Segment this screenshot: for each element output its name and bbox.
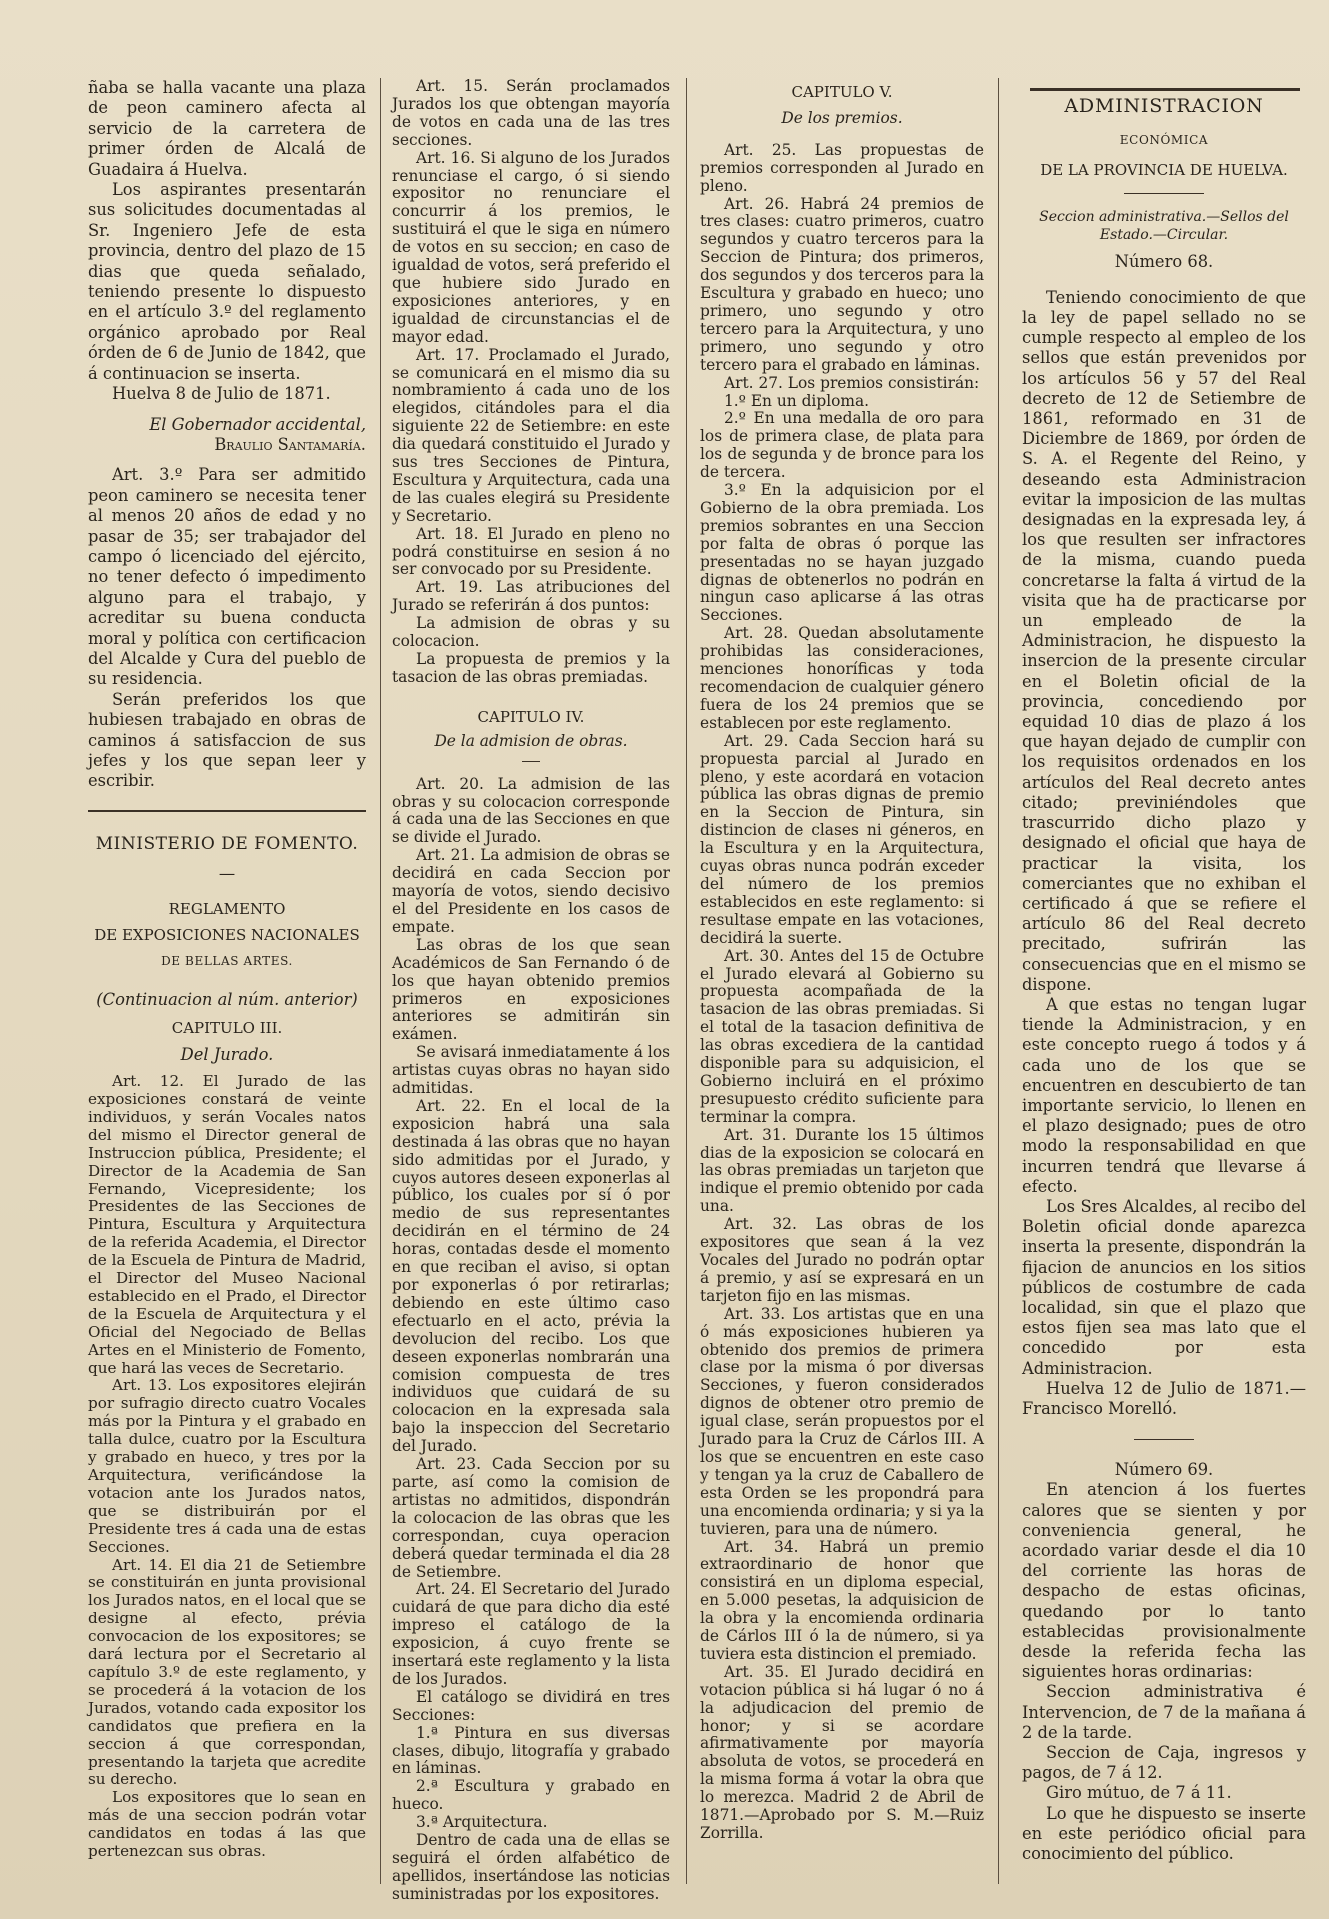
administration-title: ADMINISTRACION	[1064, 95, 1264, 117]
column-divider	[998, 78, 999, 1884]
article-paragraph: Art. 35. El Jurado decidirá en votacion pública si há lugar ó no á la adjudicacion del premio de honor; y si se acordare afirmativamente por mayoría absoluta de votos, se procederá en la misma forma á votar la obra que lo merezca. Madrid 2 de Abril de 1871.—Aprobado por S. M.—Ruiz Zorrilla.	[700, 1662, 984, 1842]
article-paragraph: Art. 27. Los premios consistirán:	[724, 373, 980, 392]
article-paragraph: El catálogo se dividirá en tres Secciones:	[392, 1687, 670, 1724]
list-item: 2.ª Escultura y grabado en hueco.	[392, 1777, 670, 1814]
circular-paragraph: En atencion á los fuertes calores que se sienten y por conveniencia general, he acordado variar desde el dia 10 del corriente las horas de despacho de estas oficinas, quedando por lo tanto establecidas provisionalmente desde la referida fecha las siguientes horas ordinarias:	[1022, 1480, 1306, 1682]
circular-date: Huelva 12 de Julio de 1871.—Francisco Morelló.	[1022, 1378, 1306, 1418]
article-paragraph: La propuesta de premios y la tasacion de las obras premiadas.	[392, 650, 670, 686]
notice-paragraph: ñaba se halla vacante una plaza de peon caminero afecta al servicio de la carretera de primer órden de Alcalá de Guadaira á Huelva.	[88, 78, 366, 179]
circular-paragraph: Seccion de Caja, ingresos y pagos, de 7 á 12.	[1022, 1743, 1306, 1783]
article-paragraph: Art. 26. Habrá 24 premios de tres clases: cuatro primeros, cuatro segundos y cuatro terceros para la Seccion de Pintura; dos primeros, dos segundos y dos terceros para la Escultura y grabado en hueco; uno primero, uno segundo y otro tercero para la Arquitectura, y uno primero, uno segundo y otro tercero para el grabado en láminas.	[700, 194, 984, 374]
dash: —	[218, 864, 236, 884]
circular-paragraph: Giro mútuo, de 7 á 11.	[1046, 1783, 1232, 1803]
article-paragraph: Art. 34. Habrá un premio extraordinario de honor que consistirá en un diploma especial, en 5.000 pesetas, la adquisicion de la obra y la encomienda ordinaria de Cárlos III ó la de número, si ya tuviera esta distincion el premiado.	[700, 1537, 984, 1663]
section-rule	[1124, 193, 1204, 194]
article-paragraph: Art. 18. El Jurado en pleno no podrá constituirse en sesion á no ser convocado por su Presidente.	[392, 524, 670, 579]
circular-paragraph: Lo que he dispuesto se inserte en este periódico oficial para conocimiento del público.	[1022, 1803, 1306, 1864]
article-paragraph: Art. 14. El dia 21 de Setiembre se constituirán en junta provisional los Jurados natos, en el local que se designe al efecto, prévia convocacion de los expositores; se dará lectura por el Secretario al capítulo 3.º de este reglamento, y se procederá á la votacion de los Jurados, votando cada expositor los candidatos que prefiera en la seccion á que correspondan, presentando la tarjeta que acredite su derecho.	[88, 1555, 366, 1789]
signature-title: El Gobernador accidental,	[149, 414, 366, 434]
continuation-note: (Continuacion al núm. anterior)	[96, 989, 358, 1009]
article-paragraph: Art. 20. La admision de las obras y su colocacion corresponde á cada una de las Secciones en que se divide el Jurado.	[392, 774, 670, 847]
chapter-subtitle: De la admision de obras.	[434, 731, 628, 750]
column-4	[1022, 78, 1306, 1889]
column-1	[88, 78, 366, 1889]
article-paragraph: Art. 30. Antes del 15 de Octubre el Jurado elevará al Gobierno su propuesta acompañada de la tasacion de las obras premiadas. Si el total de la tasacion definitiva de las obras excediera de la cantidad disponible para su adquisicion, el Gobierno incluirá en el próximo presupuesto crédito suficiente para terminar la compra.	[700, 946, 984, 1126]
reglamento-subtitle-2: DE BELLAS ARTES.	[161, 954, 293, 969]
chapter-subtitle: Del Jurado.	[180, 1044, 274, 1064]
article-paragraph: Las obras de los que sean Académicos de San Fernando ó de los que hayan obtenido premios primeros en exposiciones anteriores se admitirán sin exámen.	[392, 935, 670, 1044]
article-paragraph: Art. 25. Las propuestas de premios corresponden al Jurado en pleno.	[700, 140, 984, 195]
circular-paragraph: A que estas no tengan lugar tiende la Administracion, y en este concepto ruego á todos y á cada uno de los que se encuentren en descubierto de tan importante servicio, lo llenen en el plazo designado; pues de otro modo la responsabilidad en que incurren tendrá que llevarse á efecto.	[1022, 994, 1306, 1196]
signature-name: Braulio Santamaría.	[214, 434, 366, 454]
section-rule	[88, 810, 366, 812]
article-paragraph: Art. 16. Si alguno de los Jurados renunciase el cargo, ó si siendo expositor no renunciare el concurrir á los premios, le sustituirá el que le siga en número de votos en su seccion; en caso de igualdad de votos, será preferido el que hubiere sido Jurado en exposiciones anteriores, y en igualdad de circunstancias el de mayor edad.	[392, 148, 670, 346]
circular-paragraph: Teniendo conocimiento de que la ley de papel sellado no se cumple respecto al empleo de los sellos que están prevenidos por los artículos 56 y 57 del Real decreto de 12 de Setiembre de 1861, reformado en 31 de Diciembre de 1869, por órden de S. A. el Regente del Reino, y deseando esta Administracion evitar la imposicion de las multas designadas en la expresada ley, á los que resulten ser infractores de la misma, cuando pueda concretarse la falta á virtud de la visita que ha de practicarse por un empleado de la Administracion, he dispuesto la insercion de la presente circular en el Boletin oficial de la provincia, concediendo por equidad 10 dias de plazo á los que hayan dejado de cumplir con los requisitos ordenados en los artículos del Real decreto antes citado; previniéndoles que trascurrido dicho plazo y designado el oficial que haya de practicar la visita, los comerciantes que no exhiban el certificado á que se refiere el artículo 86 del Real decreto precitado, sufrirán las consecuencias que en el mismo se dispone.	[1022, 287, 1306, 994]
list-item: 3.º En la adquisicion por el Gobierno de la obra premiada. Los premios sobrantes en una Seccion por falta de obras ó porque las presentadas no se hayan juzgado dignas de obtenerlos no podrán en ningun caso aplicarse á las otras Secciones.	[700, 481, 984, 625]
article-paragraph: Art. 21. La admision de obras se decidirá en cada Seccion por mayoría de votos, siendo decisivo el del Presidente en los casos de empate.	[392, 846, 670, 936]
column-2	[392, 77, 670, 1903]
article-paragraph: Art. 28. Quedan absolutamente prohibidas las consideraciones, menciones honoríficas y toda recomendacion de cualquier género fuera de los 24 premios que se establecen por este reglamento.	[700, 624, 984, 732]
chapter-heading: CAPITULO III.	[171, 1019, 283, 1038]
list-item: 2.º En una medalla de oro para los de primera clase, de plata para los de segunda y de bronce para los de tercera.	[700, 409, 984, 482]
administration-subtitle: ECONÓMICA	[1119, 133, 1209, 148]
circular-number: Número 68.	[1114, 251, 1214, 271]
circular-paragraph: Seccion administrativa é Intervencion, de 7 de la mañana á 2 de la tarde.	[1022, 1682, 1306, 1742]
article-paragraph: La admision de obras y su colocacion.	[392, 614, 670, 651]
article-paragraph: Art. 31. Durante los 15 últimos dias de la exposicion se colocará en las obras premiadas un tarjeton que indique el premio obtenido por cada una.	[700, 1125, 984, 1216]
article-paragraph: Art. 19. Las atribuciones del Jurado se referirán á dos puntos:	[392, 578, 670, 615]
article-paragraph: Se avisará inmediatamente á los artistas cuyas obras no hayan sido admitidas.	[392, 1043, 670, 1098]
article-paragraph: Art. 22. En el local de la exposicion habrá una sala destinada á las obras que no hayan sido admitidas por el Jurado, y cuyos autores deseen exponerlas al público, los cuales por sí ó por medio de sus representantes decidirán en el término de 24 horas, contadas desde el momento en que reciban el aviso, si optan por exponerlas ó por retirarlas; debiendo en este último caso efectuarlo en el acto, prévia la devolucion del recibo. Los que deseen exponerlas nombrarán una comision compuesta de tres individuos que cuidará de su colocacion en la expresada sala bajo la inspeccion del Secretario del Jurado.	[392, 1096, 670, 1456]
ministry-heading: MINISTERIO DE FOMENTO.	[95, 833, 359, 854]
article-paragraph: Art. 13. Los expositores elejirán por sufragio directo cuatro Vocales más por la Pintura y el grabado en talla dulce, cuatro por la Escultura y grabado en hueco, y tres por la Arquitectura, verificándose la votacion ante los Jurados natos, que se distribuirán por el Presidente tres á cada una de estas Secciones.	[88, 1376, 366, 1556]
article-paragraph: Art. 32. Las obras de los expositores que sean á la vez Vocales del Jurado no podrán optar á premio, y así se expresará en un tarjeton fijo en las mismas.	[700, 1215, 984, 1305]
chapter-heading: CAPITULO IV.	[477, 707, 585, 726]
column-divider	[686, 78, 687, 1884]
article-paragraph: Art. 17. Proclamado el Jurado, se comunicará en el mismo dia su nombramiento á cada uno de los elegidos, citándoles para el dia siguiente 22 de Setiembre: en este dia quedará constituido el Jurado y sus tres Secciones de Pintura, Escultura y Arquitectura, cada una de las cuales elegirá su Presidente y Secretario.	[392, 345, 670, 525]
article-paragraph: Art. 23. Cada Seccion por su parte, así como la comision de artistas no admitidos, dispondrán la colocacion de las obras que les correspondan, cuya operacion deberá quedar terminada el dia 28 de Setiembre.	[392, 1455, 670, 1581]
notice-date: Huelva 8 de Julio de 1871.	[112, 384, 331, 404]
circular-paragraph: Los Sres Alcaldes, al recibo del Boletin oficial donde aparezca inserta la presente, dispondrán la fijacion de anuncios en los sitios públicos de costumbre de cada localidad, sin que el plazo que estos fijen sea mas lato que el concedido por esta Administracion.	[1022, 1196, 1306, 1378]
administration-subtitle-2: DE LA PROVINCIA DE HUELVA.	[1040, 161, 1288, 180]
chapter-subtitle: De los premios.	[781, 108, 903, 127]
list-item: 1.ª Pintura en sus diversas clases, dibujo, litografía y grabado en láminas.	[392, 1723, 670, 1778]
article-paragraph: Dentro de cada una de ellas se seguirá el órden alfabético de apellidos, insertándose las noticias suministradas por los expositores.	[392, 1831, 670, 1903]
reglamento-subtitle: DE EXPOSICIONES NACIONALES	[94, 926, 360, 945]
article-paragraph: Art. 33. Los artistas que en una ó más exposiciones hubieren ya obtenido dos premios de primera clase por la misma ó por diversas Secciones, y fueron considerados dignos de obtener otro premio de igual clase, serán propuestos por el Jurado para la Cruz de Cárlos III. A los que se encuentren en este caso y tengan ya la cruz de Caballero de esta Orden se les propondrá para una encomienda ordinaria; y si ya la tuvieren, para una de número.	[700, 1304, 984, 1538]
article-paragraph: Los expositores que lo sean en más de una seccion podrán votar candidatos en todas á las que pertenezcan sus obras.	[88, 1788, 366, 1861]
section-label: Seccion administrativa.—Sellos del Estado.—Circular.	[1039, 208, 1289, 243]
list-item: 1.º En un diploma.	[724, 391, 870, 410]
article-paragraph: Art. 29. Cada Seccion hará su propuesta parcial al Jurado en pleno, y este acordará en votacion pública las obras dignas de premio en la Seccion de Pintura, sin distincion de clases ni géneros, en la Escultura y en la Arquitectura, cuyas obras nunca podrán exceder del número de los premios establecidos en este reglamento: si resultase empate en las votaciones, decidirá la suerte.	[700, 731, 984, 947]
list-item: 3.ª Arquitectura.	[416, 1813, 548, 1832]
chapter-heading: CAPITULO V.	[791, 83, 893, 101]
article-paragraph: Art. 15. Serán proclamados Jurados los que obtengan mayoría de votos en cada una de las tres secciones.	[392, 77, 670, 149]
reglamento-title: REGLAMENTO	[168, 899, 286, 918]
column-3	[700, 78, 984, 1889]
section-rule	[1134, 1439, 1194, 1440]
article-paragraph: Serán preferidos los que hubiesen trabajado en obras de caminos á satisfaccion de sus jefes y los que sepan leer y escribir.	[88, 689, 366, 791]
notice-paragraph: Los aspirantes presentarán sus solicitudes documentadas al Sr. Ingeniero Jefe de esta provincia, dentro del plazo de 15 dias que queda señalado, teniendo presente lo dispuesto en el artículo 3.º del reglamento orgánico aprobado por Real órden de 6 de Junio de 1842, que á continuacion se inserta.	[88, 180, 366, 383]
article-paragraph: Art. 3.º Para ser admitido peon caminero se necesita tener al menos 20 años de edad y no pasar de 35; ser trabajador del campo ó licenciado del ejército, no tener defecto ó impedimento alguno para el trabajo, y acreditar su buena conducta moral y política con certificacion del Alcalde y Cura del pueblo de su residencia.	[88, 465, 366, 689]
article-paragraph: Art. 24. El Secretario del Jurado cuidará de que para dicho dia esté impreso el catálogo de la exposicion, á cuyo frente se insertará este reglamento y la lista de los Jurados.	[392, 1580, 670, 1688]
article-paragraph: Art. 12. El Jurado de las exposiciones constará de veinte individuos, y serán Vocales natos del mismo el Director general de Instruccion pública, Presidente; el Director de la Academia de San Fernando, Vicepresidente; los Presidentes de las Secciones de Pintura, Escultura y Arquitectura de la referida Academia, el Director de la Escuela de Pintura de Madrid, el Director del Museo Nacional establecido en el Prado, el Director de la Escuela de Arquitectura y el Oficial del Negociado de Bellas Artes en el Ministerio de Fomento, que hará las veces de Secretario.	[88, 1072, 366, 1377]
circular-number: Número 69.	[1114, 1460, 1214, 1480]
column-divider	[380, 78, 381, 1884]
